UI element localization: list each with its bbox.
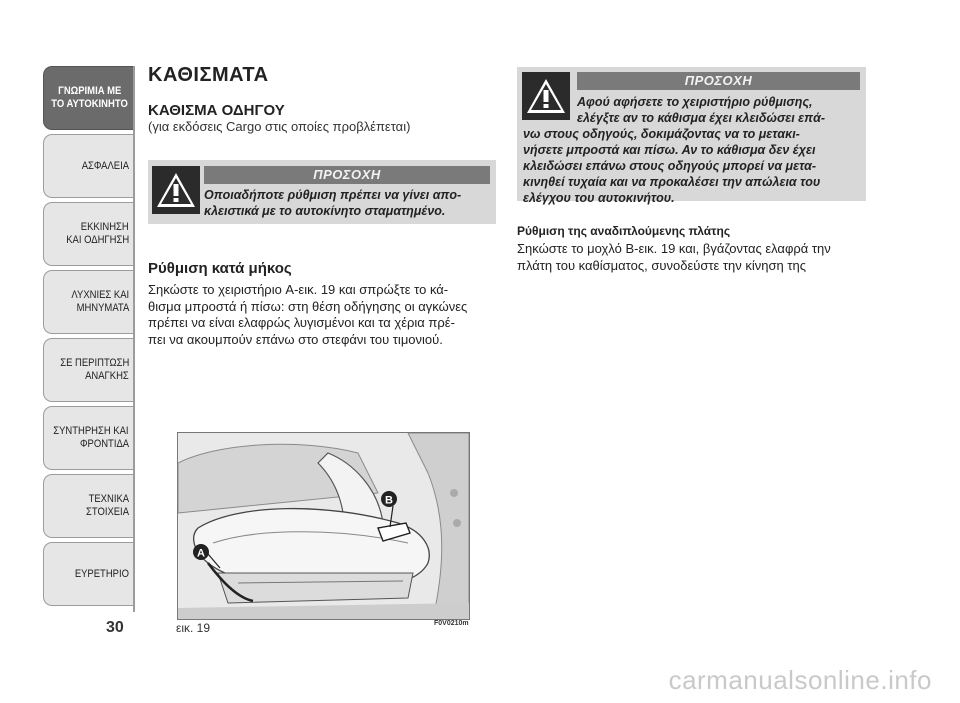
page-number: 30 (106, 619, 124, 636)
warning-heading: ΠΡΟΣΟΧΗ (577, 72, 860, 90)
figure-seat-illustration (177, 432, 470, 620)
tab-label: ΚΑΙ ΟΔΗΓΗΣΗ (66, 234, 129, 246)
label-a: A (197, 547, 205, 560)
warning-line: Οποιαδήποτε ρύθμιση πρέπει να γίνει απο- (204, 188, 462, 202)
tab-label: ΓΝΩΡΙΜΙΑ ΜΕ (57, 85, 122, 97)
warning-line: ελέγξτε αν το κάθισμα έχει κλειδώσει επά- (577, 111, 825, 125)
figure-caption: εικ. 19 (176, 621, 211, 635)
tab-getting-to-know-car[interactable] (43, 66, 135, 130)
tab-label: ΣΥΝΤΗΡΗΣΗ ΚΑΙ (53, 425, 129, 437)
sidebar-divider (133, 66, 135, 612)
paragraph-line: πει να ακουμπούν επάνω στο στεφάνι του τιμονιού. (148, 331, 443, 347)
warning-line: νω στους οδηγούς, δοκιμάζοντας να το μετακι- (523, 127, 800, 141)
warning-heading: ΠΡΟΣΟΧΗ (204, 166, 490, 184)
section-heading-backrest: Ρύθμιση της αναδιπλούμενης πλάτης (517, 224, 731, 238)
tab-label: ΑΣΦΑΛΕΙΑ (81, 159, 129, 172)
tab-starting-driving[interactable] (43, 202, 135, 266)
tab-label: ΣΤΟΙΧΕΙΑ (86, 506, 129, 518)
warning-line: κλειστικά με το αυτοκίνητο σταματημένο. (204, 204, 446, 218)
figure-code: F0V0210m (434, 620, 469, 627)
tab-label: ΜΗΝΥΜΑΤΑ (76, 302, 129, 314)
warning-line: Αφού αφήσετε το χειριστήριο ρύθμισης, (577, 95, 813, 109)
tab-maintenance-care[interactable] (43, 406, 135, 470)
paragraph-line: πλάτη του καθίσματος, συνοδεύστε την κίνηση της (517, 257, 807, 273)
warning-box-right (517, 67, 866, 205)
tab-technical-data[interactable] (43, 474, 135, 538)
tab-label: ΕΚΚΙΝΗΣΗ (81, 221, 129, 233)
paragraph-length-adjust (148, 282, 496, 348)
paragraph-backrest-adjust (517, 241, 866, 274)
page-title: ΚΑΘΙΣΜΑΤΑ (148, 64, 269, 86)
section-heading-length: Ρύθμιση κατά μήκος (148, 260, 292, 277)
paragraph-line: Σηκώστε το μοχλό B-εικ. 19 και, βγάζοντας ελαφρά την (517, 241, 831, 256)
warning-text-top (577, 94, 863, 126)
paragraph-line: θισμα μπροστά ή πίσω: στη θέση οδήγησης οι αγκώνες (148, 298, 468, 314)
warning-line: κλειδώσει επάνω στους οδηγούς μπορεί να μετα- (523, 159, 817, 173)
tab-label: ΦΡΟΝΤΙΔΑ (79, 438, 129, 450)
section-title: ΚΑΘΙΣΜΑ ΟΔΗΓΟΥ (148, 102, 285, 119)
tab-emergency[interactable] (43, 338, 135, 402)
tab-label: ΑΝΑΓΚΗΣ (85, 370, 129, 382)
tab-index[interactable] (43, 542, 135, 606)
tab-label: ΛΥΧΝΙΕΣ ΚΑΙ (71, 289, 129, 301)
warning-line: ελέγχου του αυτοκινήτου. (523, 191, 675, 205)
tab-label: ΤΕΧΝΙΚΑ (88, 493, 129, 505)
paragraph-line: πρέπει να είναι ελαφρώς λυγισμένοι και τα χέρια πρέ- (148, 315, 455, 330)
warning-triangle-icon (522, 72, 570, 120)
warning-triangle-icon (152, 166, 200, 214)
warning-box (148, 160, 496, 224)
seat-drawing (178, 433, 469, 619)
watermark: carmanualsonline.info (668, 665, 932, 695)
tab-label: ΣΕ ΠΕΡΙΠΤΩΣΗ (59, 357, 129, 369)
tab-label: ΤΟ ΑΥΤΟΚΙΝΗΤΟ (51, 98, 128, 110)
warning-line: κινηθεί τυχαία και να προκαλέσει την απώλεια του (523, 175, 821, 189)
paragraph-line: Σηκώστε το χειριστήριο A-εικ. 19 και σπρώξτε το κά- (148, 282, 449, 297)
warning-text (204, 187, 494, 219)
label-b: B (385, 494, 393, 507)
tab-label: ΕΥΡΕΤΗΡΙΟ (74, 567, 129, 580)
section-note: (για εκδόσεις Cargo στις οποίες προβλέπεται) (148, 119, 411, 134)
warning-text-bottom (523, 126, 863, 206)
tab-safety[interactable] (43, 134, 135, 198)
warning-line: νήσετε μπροστά και πίσω. Αν το κάθισμα δεν έχει (523, 143, 816, 157)
tab-lights-messages[interactable] (43, 270, 135, 334)
